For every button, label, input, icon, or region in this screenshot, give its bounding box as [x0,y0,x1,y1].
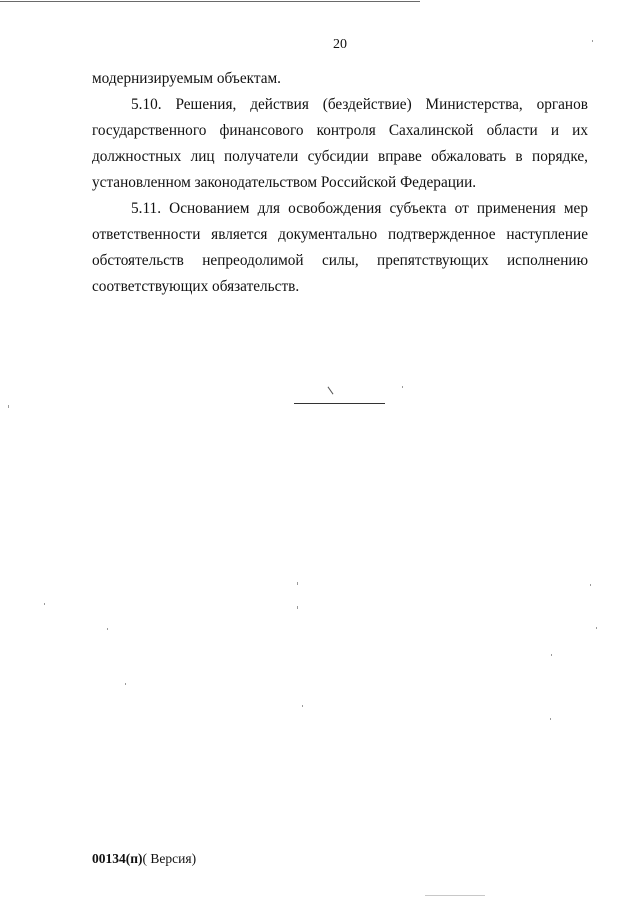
document-code: 00134(п) [92,851,143,866]
scan-edge-line [0,1,420,2]
paragraph-5-11: 5.11. Основанием для освобождения субъекта от применения мер ответственности является документально подтвержденное наступление обстоятельств непреодолимой силы, препятствующих исполнению соответствующих обязательств. [92,200,588,295]
scan-speck [596,627,597,629]
document-footer-code [92,851,196,867]
document-version: ( Версия) [142,851,197,866]
paragraph-5-10: 5.10. Решения, действия (бездействие) Министерства, органов государственного финансового контроля Сахалинской области и их должностных лиц получатели субсидии вправе обжаловать в порядке, установленном законодательством Российской Федерации. [92,96,588,191]
scan-speck [425,895,485,896]
scan-speck [297,606,298,609]
document-body [92,66,588,300]
scan-speck [125,683,126,685]
scan-speck [44,603,45,605]
scan-speck [107,628,108,630]
scan-speck [402,386,403,388]
end-separator-line [294,403,385,404]
scan-speck [550,718,551,720]
continuation-text: модернизируемым объектам. [92,70,281,87]
scan-speck [551,654,552,656]
scan-speck [302,705,303,707]
scan-speck [592,40,593,42]
scan-tick-mark [328,387,334,395]
page-number: 20 [333,37,347,52]
scan-speck [297,582,298,585]
scan-speck [590,584,591,586]
scan-speck [8,405,9,408]
